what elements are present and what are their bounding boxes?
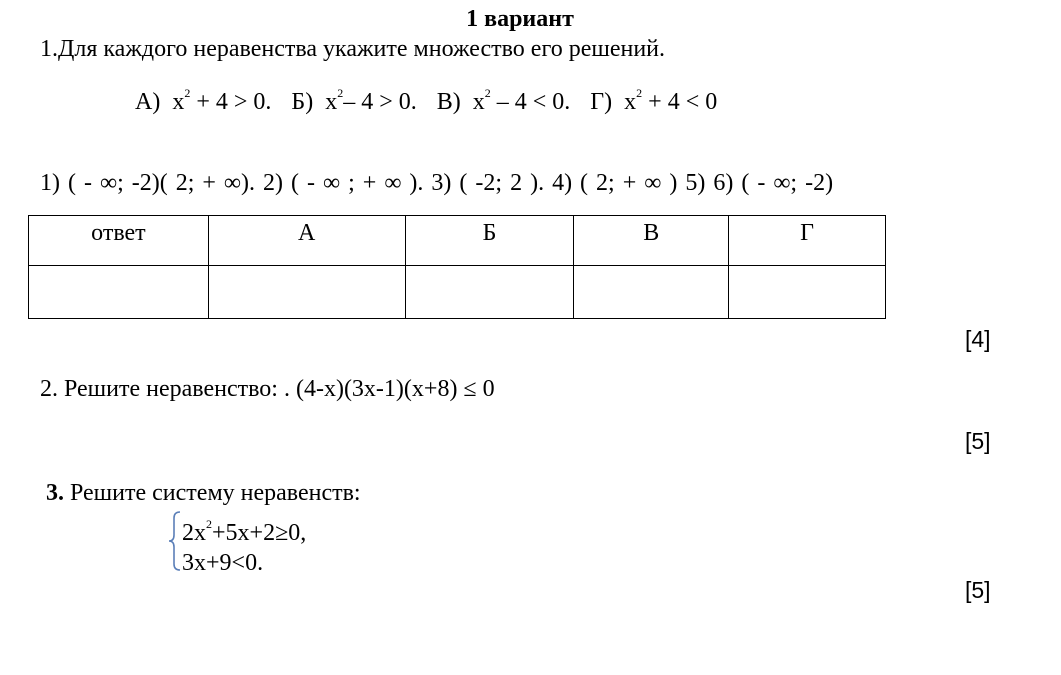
inequality-exponent: 2 xyxy=(636,86,643,100)
system-term: +5x+2≥0, xyxy=(212,520,307,546)
answer-table-header: Г xyxy=(729,216,886,266)
task3-score: [5] xyxy=(965,577,991,603)
inequality-v xyxy=(436,86,571,115)
answer-table xyxy=(28,215,886,319)
task1-score: [4] xyxy=(965,326,991,352)
answer-table-header: Б xyxy=(405,216,574,266)
system-line-1 xyxy=(182,509,306,548)
task1-answer-options: 1) ( - ∞; -2)( 2; + ∞). 2) ( - ∞ ; + ∞ ). 3) ( -2; 2 ). 4) ( 2; + ∞ ) 5) 6) ( - ∞; -2) xyxy=(40,170,834,196)
task3-number: 3. xyxy=(46,480,64,506)
inequality-b xyxy=(291,86,417,115)
inequality-rest: + 4 > 0. xyxy=(196,89,272,115)
system-line-2 xyxy=(182,548,306,578)
inequality-label: Б) xyxy=(291,89,314,115)
system-term: 2x xyxy=(182,520,206,546)
inequality-g xyxy=(590,86,718,115)
variant-title: 1 вариант xyxy=(466,6,574,32)
inequality-rest: + 4 < 0 xyxy=(648,89,718,115)
inequality-a xyxy=(135,86,272,115)
task3-heading xyxy=(46,480,361,507)
task3-prompt: Решите систему неравенств: xyxy=(64,480,361,506)
answer-cell[interactable] xyxy=(405,266,574,319)
inequality-system xyxy=(182,509,306,578)
inequality-rest: – 4 < 0. xyxy=(496,89,571,115)
inequality-base: x xyxy=(472,89,485,115)
system-brace-icon xyxy=(168,510,182,572)
inequality-base: x xyxy=(624,89,637,115)
task2-score: [5] xyxy=(965,428,991,454)
answer-table-header: А xyxy=(208,216,405,266)
answer-cell[interactable] xyxy=(574,266,729,319)
answer-cell[interactable] xyxy=(208,266,405,319)
answer-table-header: ответ xyxy=(29,216,209,266)
inequality-label: Г) xyxy=(590,89,613,115)
task2-prompt: 2. Решите неравенство: . (4-x)(3x-1)(x+8) ≤ 0 xyxy=(40,376,495,402)
inequality-label: А) xyxy=(135,89,161,115)
inequality-exponent: 2 xyxy=(184,86,191,100)
task1-prompt: 1.Для каждого неравенства укажите множество его решений. xyxy=(40,36,666,62)
inequality-rest: – 4 > 0. xyxy=(343,89,417,115)
system-exponent: 2 xyxy=(206,517,212,531)
task1-inequalities xyxy=(135,86,731,116)
answer-table-row xyxy=(29,266,886,319)
inequality-exponent: 2 xyxy=(484,86,491,100)
inequality-base: x xyxy=(172,89,185,115)
inequality-base: x xyxy=(325,89,338,115)
inequality-label: В) xyxy=(436,89,461,115)
answer-cell[interactable] xyxy=(729,266,886,319)
answer-table-header: В xyxy=(574,216,729,266)
system-term: 3x+9<0. xyxy=(182,550,264,576)
answer-table-header-row xyxy=(29,216,886,266)
inequality-exponent: 2 xyxy=(337,86,344,100)
answer-cell[interactable] xyxy=(29,266,209,319)
